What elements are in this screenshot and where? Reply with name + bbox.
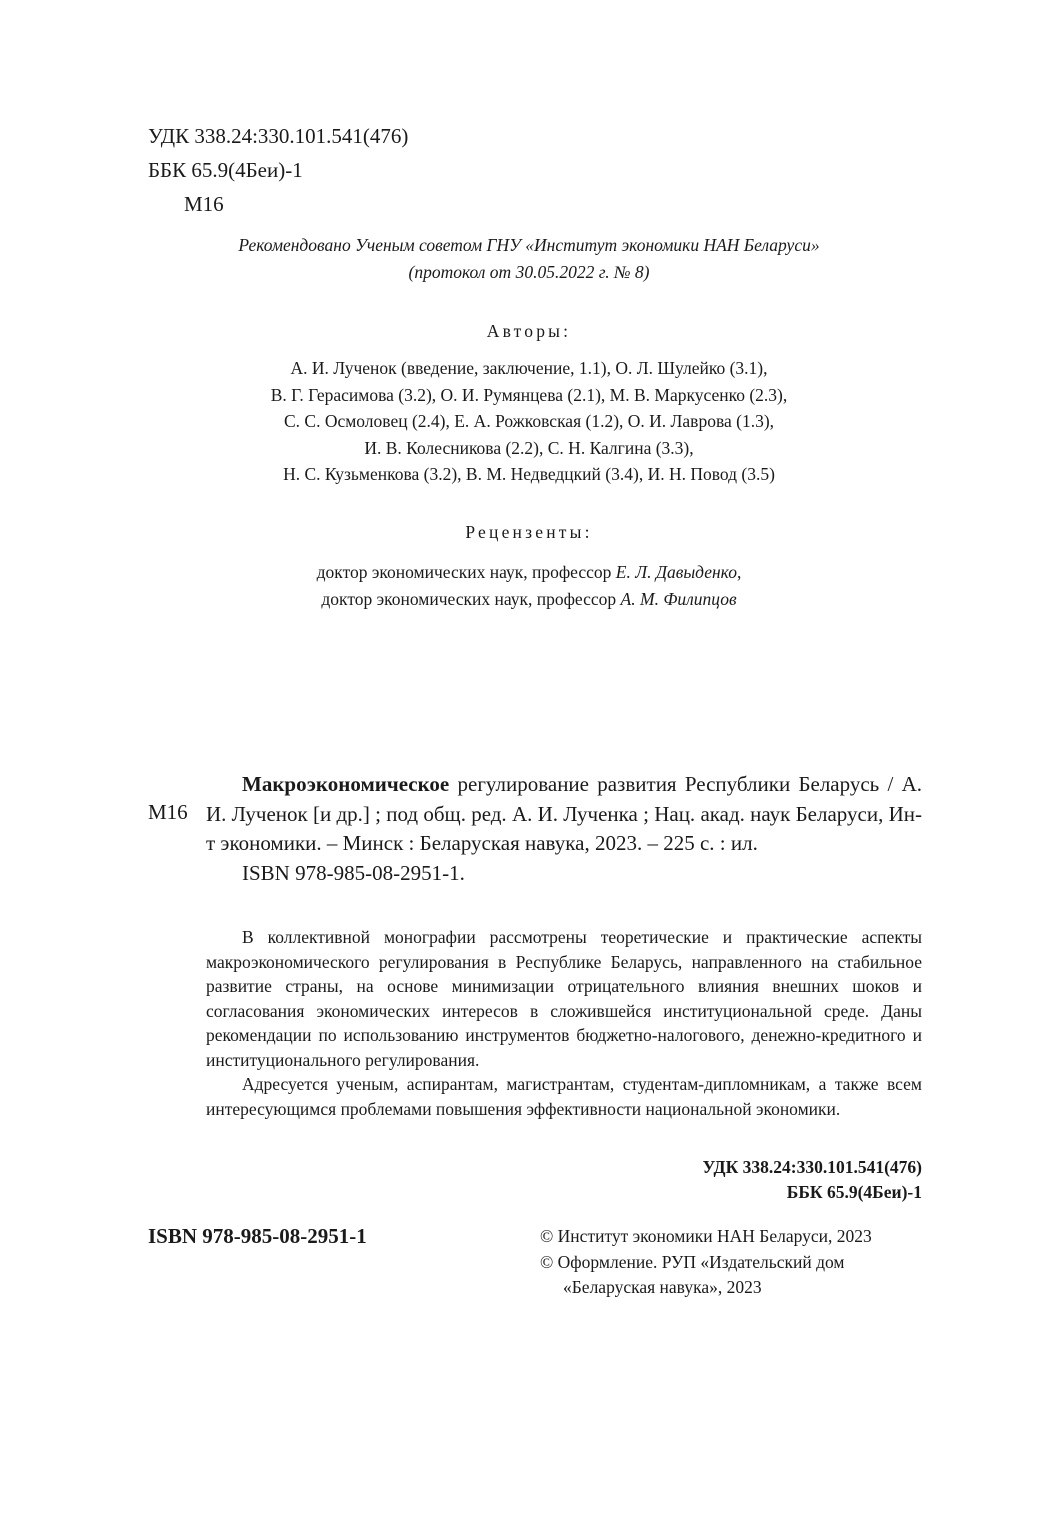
reviewers-heading: Рецензенты: [465,522,593,542]
annotation-paragraph: В коллективной монографии рассмотрены теоретические и практические аспекты макроэкономического регулирования в Республике Беларусь, направленного на стабильное развитие страны, на основе минимизации отрицательного влияния внешних шоков и согласования экономических интересов в сложившейся институциональной среде. Даны рекомендации по использованию инструментов бюджетно-налогового, денежно-кредитного и институционального регулирования. [206,927,922,1070]
top-classification-codes [148,119,408,221]
reviewer-line: доктор экономических наук, профессор Е. Л. Давыденко, [316,562,742,582]
copyright-line: © Оформление. РУП «Издательский дом [540,1251,845,1272]
copyright-line: «Беларуская навука», 2023 [563,1277,762,1297]
bibliographic-author-mark: М16 [148,800,188,824]
udk-code: УДК 338.24:330.101.541(476) [148,124,409,148]
recommendation-line: Рекомендовано Ученым советом ГНУ «Институт экономики НАН Беларуси» [238,235,820,255]
udk-code-bold: УДК 338.24:330.101.541(476) [702,1157,922,1177]
bibliographic-record [206,770,922,888]
copyright-block [540,1224,872,1301]
author-mark: М16 [184,192,224,216]
authors-line: С. С. Осмоловец (2.4), Е. А. Рожковская (1.2), О. И. Лаврова (1.3), [283,411,775,431]
bbk-code: ББК 65.9(4Беи)-1 [148,158,303,182]
authors-heading: Авторы: [486,321,572,341]
bibliographic-description: Макроэкономическое регулирование развития Республики Беларусь / А. И. Лученок [и др.] ; под общ. ред. А. И. Лученка ; Нац. акад. наук Беларуси, Ин-т экономики. – Минск : Беларуская навука, 2023. – 225 с. : ил. [206,772,922,855]
authors-line: И. В. Колесникова (2.2), С. Н. Калгина (3.3), [364,437,694,458]
authors-list [0,355,1058,488]
recommendation-note [0,232,1058,286]
authors-line: Н. С. Кузьменкова (3.2), В. М. Недведцкий (3.4), И. Н. Повод (3.5) [283,464,775,484]
copyright-line: © Институт экономики НАН Беларуси, 2023 [540,1226,872,1246]
protocol-line: (протокол от 30.05.2022 г. № 8) [408,262,650,282]
reviewers-list [0,559,1058,612]
bibliographic-isbn: ISBN 978-985-08-2951-1. [242,860,465,885]
bbk-code-bold: ББК 65.9(4Беи)-1 [786,1181,922,1202]
authors-line: В. Г. Герасимова (3.2), О. И. Румянцева (2.1), М. В. Маркусенко (2.3), [270,384,788,405]
reviewer-name: А. М. Филипцов [620,588,737,609]
audience-paragraph: Адресуется ученым, аспирантам, магистрантам, студентам-дипломникам, а также всем интересующимся проблемами повышения эффективности национальной экономики. [206,1074,922,1119]
annotation [206,925,922,1121]
reviewer-name: Е. Л. Давыденко [615,562,737,582]
authors-line: А. И. Лученок (введение, заключение, 1.1), О. Л. Шулейко (3.1), [290,358,768,378]
bottom-classification-codes [702,1155,922,1204]
isbn-number: ISBN 978-985-08-2951-1 [148,1224,367,1248]
book-title: Макроэкономическое [242,772,450,796]
reviewer-line: доктор экономических наук, профессор А. М. Филипцов [321,588,737,609]
